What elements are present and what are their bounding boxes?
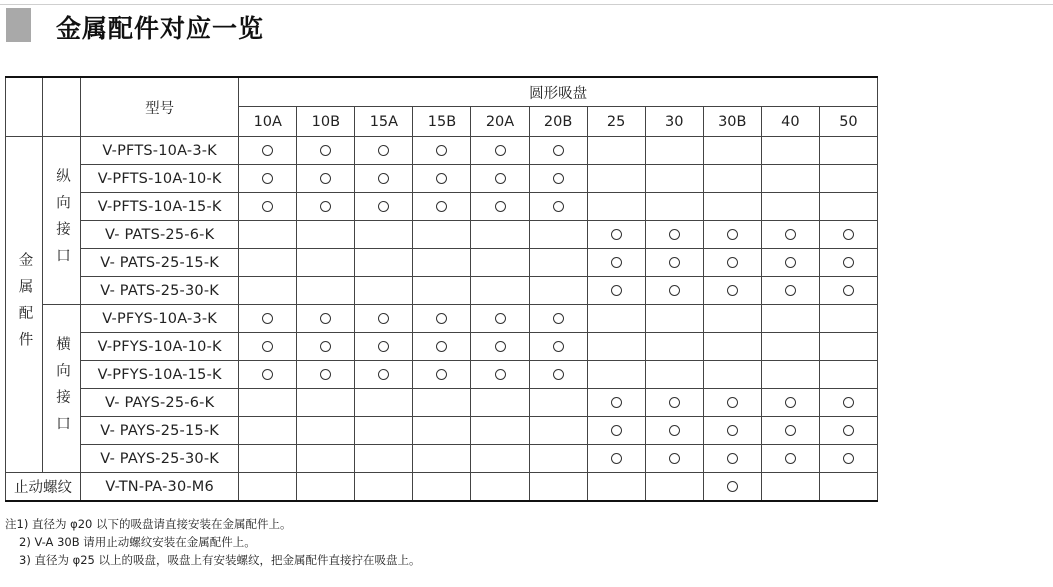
- compatible-circle-icon: [378, 173, 389, 184]
- top-rule: [0, 4, 1053, 5]
- compat-cell: [703, 221, 761, 249]
- compat-cell: [529, 417, 587, 445]
- compat-cell: [645, 277, 703, 305]
- compat-cell: [645, 361, 703, 389]
- compat-cell: [239, 137, 297, 165]
- model-cell: V-PFYS-10A-3-K: [81, 305, 239, 333]
- compat-cell: [587, 361, 645, 389]
- compatible-circle-icon: [436, 369, 447, 380]
- compat-cell: [297, 473, 355, 502]
- compat-cell: [239, 333, 297, 361]
- compat-cell: [355, 277, 413, 305]
- compat-cell: [761, 249, 819, 277]
- compat-cell: [355, 165, 413, 193]
- compat-cell: [471, 445, 529, 473]
- compat-cell: [819, 277, 877, 305]
- model-cell: V- PATS-25-15-K: [81, 249, 239, 277]
- compat-cell: [239, 221, 297, 249]
- notes: [5, 515, 421, 569]
- compatible-circle-icon: [378, 369, 389, 380]
- compat-cell: [587, 249, 645, 277]
- compatible-circle-icon: [785, 285, 796, 296]
- compat-cell: [761, 305, 819, 333]
- compatible-circle-icon: [320, 341, 331, 352]
- compatible-circle-icon: [262, 313, 273, 324]
- compat-cell: [761, 277, 819, 305]
- compat-cell: [645, 249, 703, 277]
- compat-cell: [645, 445, 703, 473]
- compatible-circle-icon: [669, 229, 680, 240]
- compat-cell: [819, 137, 877, 165]
- compatible-circle-icon: [262, 145, 273, 156]
- compat-cell: [645, 137, 703, 165]
- compatible-circle-icon: [785, 453, 796, 464]
- note-2: 2) V-A 30B 请用止动螺纹安装在金属配件上。: [19, 535, 256, 549]
- compatible-circle-icon: [436, 313, 447, 324]
- model-cell: V-TN-PA-30-M6: [81, 473, 239, 502]
- compatible-circle-icon: [320, 173, 331, 184]
- compat-cell: [819, 445, 877, 473]
- compatible-circle-icon: [843, 397, 854, 408]
- compatible-circle-icon: [320, 201, 331, 212]
- round-suction-cup-header: 圆形吸盘: [239, 77, 878, 107]
- model-cell: V-PFYS-10A-10-K: [81, 333, 239, 361]
- column-header: 10A: [239, 107, 297, 137]
- table-row: [6, 473, 878, 502]
- compat-cell: [413, 333, 471, 361]
- table-row: [6, 389, 878, 417]
- compatible-circle-icon: [785, 425, 796, 436]
- compat-cell: [297, 277, 355, 305]
- compat-cell: [413, 193, 471, 221]
- compatible-circle-icon: [262, 369, 273, 380]
- compat-cell: [645, 193, 703, 221]
- compat-cell: [471, 249, 529, 277]
- compat-cell: [703, 473, 761, 502]
- compatible-circle-icon: [495, 201, 506, 212]
- compat-cell: [761, 137, 819, 165]
- column-header: 15B: [413, 107, 471, 137]
- compat-cell: [819, 165, 877, 193]
- compat-cell: [297, 165, 355, 193]
- compat-cell: [761, 473, 819, 502]
- compat-cell: [703, 417, 761, 445]
- compatible-circle-icon: [495, 369, 506, 380]
- compat-cell: [413, 249, 471, 277]
- compatible-circle-icon: [843, 257, 854, 268]
- compat-cell: [297, 445, 355, 473]
- compat-cell: [819, 249, 877, 277]
- compat-cell: [471, 389, 529, 417]
- compat-cell: [587, 277, 645, 305]
- compat-cell: [355, 445, 413, 473]
- compat-cell: [587, 221, 645, 249]
- model-header: 型号: [81, 77, 239, 137]
- compat-cell: [645, 389, 703, 417]
- compatible-circle-icon: [378, 313, 389, 324]
- model-cell: V- PATS-25-6-K: [81, 221, 239, 249]
- table-row: [6, 333, 878, 361]
- compatible-circle-icon: [495, 145, 506, 156]
- compatible-circle-icon: [785, 257, 796, 268]
- compat-cell: [703, 305, 761, 333]
- compat-cell: [761, 361, 819, 389]
- compatible-circle-icon: [727, 453, 738, 464]
- compat-cell: [471, 165, 529, 193]
- compat-cell: [297, 361, 355, 389]
- compat-cell: [471, 193, 529, 221]
- compat-cell: [645, 473, 703, 502]
- compatible-circle-icon: [320, 145, 331, 156]
- compatible-circle-icon: [262, 173, 273, 184]
- compat-cell: [297, 221, 355, 249]
- compatible-circle-icon: [611, 229, 622, 240]
- compat-cell: [355, 389, 413, 417]
- compatible-circle-icon: [727, 425, 738, 436]
- metal-fitting-category: [6, 137, 43, 473]
- compat-cell: [761, 445, 819, 473]
- column-header: 30: [645, 107, 703, 137]
- table-row: [6, 137, 878, 165]
- compat-cell: [239, 361, 297, 389]
- compatible-circle-icon: [262, 341, 273, 352]
- table-row: [6, 165, 878, 193]
- compatible-circle-icon: [436, 145, 447, 156]
- compatible-circle-icon: [553, 201, 564, 212]
- compat-cell: [703, 445, 761, 473]
- title-marker: [6, 8, 31, 42]
- compatible-circle-icon: [843, 285, 854, 296]
- compat-cell: [355, 417, 413, 445]
- compatible-circle-icon: [727, 285, 738, 296]
- model-cell: V- PAYS-25-6-K: [81, 389, 239, 417]
- table-row: [6, 445, 878, 473]
- model-cell: V- PAYS-25-30-K: [81, 445, 239, 473]
- compat-cell: [471, 333, 529, 361]
- compat-cell: [819, 473, 877, 502]
- compatible-circle-icon: [495, 313, 506, 324]
- compatible-circle-icon: [785, 397, 796, 408]
- compat-cell: [703, 333, 761, 361]
- compat-cell: [645, 417, 703, 445]
- table-row: [6, 305, 878, 333]
- compat-cell: [297, 333, 355, 361]
- compat-cell: [587, 445, 645, 473]
- compat-cell: [355, 305, 413, 333]
- compat-cell: [239, 305, 297, 333]
- compat-cell: [645, 305, 703, 333]
- compat-cell: [413, 361, 471, 389]
- compatible-circle-icon: [669, 285, 680, 296]
- compat-cell: [471, 277, 529, 305]
- compatible-circle-icon: [727, 229, 738, 240]
- compat-cell: [587, 473, 645, 502]
- table-row: [6, 277, 878, 305]
- compatible-circle-icon: [669, 425, 680, 436]
- compatible-circle-icon: [785, 229, 796, 240]
- compat-cell: [239, 473, 297, 502]
- compat-cell: [413, 417, 471, 445]
- horizontal-port-category: [43, 305, 81, 473]
- compat-cell: [239, 193, 297, 221]
- model-cell: V-PFTS-10A-3-K: [81, 137, 239, 165]
- column-header: 20B: [529, 107, 587, 137]
- column-header: 25: [587, 107, 645, 137]
- compat-cell: [471, 361, 529, 389]
- compatible-circle-icon: [320, 369, 331, 380]
- compat-cell: [413, 445, 471, 473]
- compat-cell: [761, 389, 819, 417]
- table-row: [6, 249, 878, 277]
- compat-cell: [413, 165, 471, 193]
- compatible-circle-icon: [727, 397, 738, 408]
- compat-cell: [355, 361, 413, 389]
- compat-cell: [413, 277, 471, 305]
- compat-cell: [761, 417, 819, 445]
- table-row: [6, 361, 878, 389]
- compatible-circle-icon: [320, 313, 331, 324]
- compat-cell: [471, 417, 529, 445]
- column-header: 50: [819, 107, 877, 137]
- compat-cell: [587, 305, 645, 333]
- compatible-circle-icon: [669, 397, 680, 408]
- compatible-circle-icon: [262, 201, 273, 212]
- model-cell: V-PFYS-10A-15-K: [81, 361, 239, 389]
- compatible-circle-icon: [611, 257, 622, 268]
- metal-fitting-category-text: 金属配件: [16, 251, 33, 358]
- compat-cell: [645, 221, 703, 249]
- note-1: 注1) 直径为 φ20 以下的吸盘请直接安装在金属配件上。: [5, 517, 292, 531]
- table-row: [6, 221, 878, 249]
- compat-cell: [297, 137, 355, 165]
- compat-cell: [297, 305, 355, 333]
- compat-cell: [587, 333, 645, 361]
- compat-cell: [297, 389, 355, 417]
- compatible-circle-icon: [843, 229, 854, 240]
- column-header: 20A: [471, 107, 529, 137]
- compat-cell: [355, 137, 413, 165]
- compat-cell: [239, 389, 297, 417]
- compat-cell: [529, 361, 587, 389]
- compatible-circle-icon: [727, 481, 738, 492]
- compat-cell: [529, 445, 587, 473]
- compat-cell: [529, 137, 587, 165]
- model-cell: V- PAYS-25-15-K: [81, 417, 239, 445]
- table-row: [6, 417, 878, 445]
- horizontal-port-category-text: 横向接口: [54, 335, 71, 442]
- compat-cell: [761, 193, 819, 221]
- compatible-circle-icon: [611, 425, 622, 436]
- compat-cell: [471, 137, 529, 165]
- header-row-1: [6, 77, 878, 107]
- column-header: 10B: [297, 107, 355, 137]
- compat-cell: [297, 417, 355, 445]
- compat-cell: [761, 333, 819, 361]
- compat-cell: [239, 445, 297, 473]
- compatible-circle-icon: [843, 425, 854, 436]
- header-corner-1: [6, 77, 43, 137]
- compat-cell: [587, 137, 645, 165]
- compat-cell: [819, 193, 877, 221]
- compat-cell: [471, 305, 529, 333]
- compat-cell: [413, 221, 471, 249]
- compat-cell: [819, 361, 877, 389]
- compat-cell: [645, 165, 703, 193]
- compat-cell: [703, 193, 761, 221]
- compat-cell: [355, 249, 413, 277]
- column-header: 40: [761, 107, 819, 137]
- compat-cell: [529, 473, 587, 502]
- compat-cell: [355, 193, 413, 221]
- compat-cell: [529, 333, 587, 361]
- compat-cell: [587, 389, 645, 417]
- compatible-circle-icon: [378, 201, 389, 212]
- compatible-circle-icon: [495, 341, 506, 352]
- compat-cell: [819, 389, 877, 417]
- compat-cell: [239, 249, 297, 277]
- model-cell: V- PATS-25-30-K: [81, 277, 239, 305]
- compatible-circle-icon: [378, 341, 389, 352]
- compat-cell: [529, 193, 587, 221]
- compat-cell: [529, 165, 587, 193]
- vertical-port-category: [43, 137, 81, 305]
- model-cell: V-PFTS-10A-15-K: [81, 193, 239, 221]
- compatible-circle-icon: [843, 453, 854, 464]
- column-header: 30B: [703, 107, 761, 137]
- compatible-circle-icon: [611, 453, 622, 464]
- compat-cell: [529, 389, 587, 417]
- compatible-circle-icon: [495, 173, 506, 184]
- compat-cell: [703, 361, 761, 389]
- compat-cell: [239, 165, 297, 193]
- compat-cell: [819, 417, 877, 445]
- compat-cell: [471, 473, 529, 502]
- compat-cell: [587, 193, 645, 221]
- vertical-port-category-text: 纵向接口: [54, 167, 71, 274]
- compat-cell: [297, 249, 355, 277]
- compat-cell: [529, 277, 587, 305]
- compat-cell: [703, 389, 761, 417]
- compat-cell: [703, 277, 761, 305]
- compatible-circle-icon: [611, 285, 622, 296]
- column-header: 15A: [355, 107, 413, 137]
- compatible-circle-icon: [553, 173, 564, 184]
- compat-cell: [645, 333, 703, 361]
- compatible-circle-icon: [553, 341, 564, 352]
- compatibility-table: [5, 76, 878, 502]
- compat-cell: [819, 305, 877, 333]
- compatible-circle-icon: [727, 257, 738, 268]
- compatible-circle-icon: [553, 313, 564, 324]
- page-title: 金属配件对应一览: [56, 14, 265, 43]
- header-corner-2: [43, 77, 81, 137]
- compat-cell: [529, 221, 587, 249]
- compat-cell: [819, 333, 877, 361]
- compatible-circle-icon: [669, 257, 680, 268]
- compat-cell: [239, 417, 297, 445]
- stop-thread-category: 止动螺纹: [6, 473, 81, 502]
- compatible-circle-icon: [436, 341, 447, 352]
- compatible-circle-icon: [669, 453, 680, 464]
- compat-cell: [413, 473, 471, 502]
- compat-cell: [413, 305, 471, 333]
- compat-cell: [587, 165, 645, 193]
- compat-cell: [413, 389, 471, 417]
- compat-cell: [587, 417, 645, 445]
- compatible-circle-icon: [553, 369, 564, 380]
- compatible-circle-icon: [553, 145, 564, 156]
- compat-cell: [413, 137, 471, 165]
- note-3: 3) 直径为 φ25 以上的吸盘，吸盘上有安装螺纹，把金属配件直接拧在吸盘上。: [19, 553, 421, 567]
- compat-cell: [297, 193, 355, 221]
- compat-cell: [529, 249, 587, 277]
- compat-cell: [703, 165, 761, 193]
- compatible-circle-icon: [611, 397, 622, 408]
- compat-cell: [355, 473, 413, 502]
- compat-cell: [819, 221, 877, 249]
- compat-cell: [761, 165, 819, 193]
- compatible-circle-icon: [436, 173, 447, 184]
- compat-cell: [703, 137, 761, 165]
- compat-cell: [355, 333, 413, 361]
- compatible-circle-icon: [378, 145, 389, 156]
- compat-cell: [703, 249, 761, 277]
- table-row: [6, 193, 878, 221]
- compatible-circle-icon: [436, 201, 447, 212]
- model-cell: V-PFTS-10A-10-K: [81, 165, 239, 193]
- compat-cell: [239, 277, 297, 305]
- compat-cell: [529, 305, 587, 333]
- compat-cell: [471, 221, 529, 249]
- compat-cell: [355, 221, 413, 249]
- compat-cell: [761, 221, 819, 249]
